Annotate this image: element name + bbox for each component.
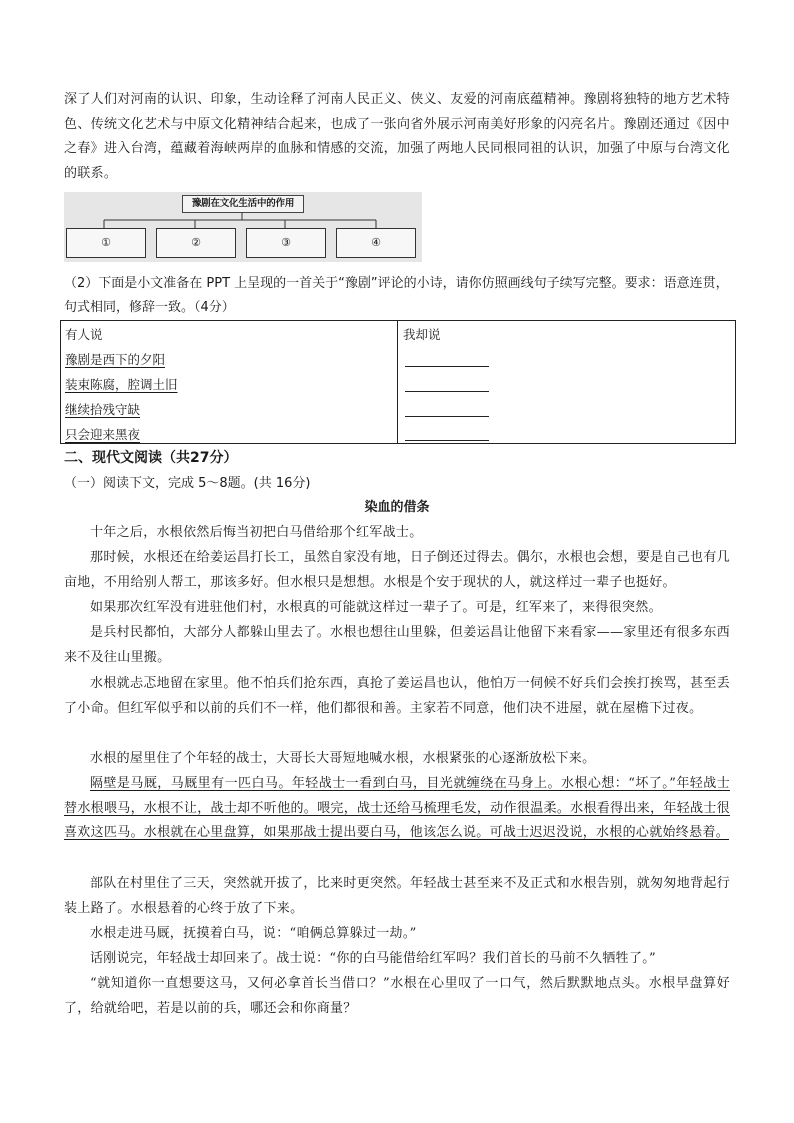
poem-line-2: 装束陈腐，腔调土旧 <box>65 377 178 392</box>
story-paragraph-6: 水根的屋里住了个年轻的战士，大哥长大哥短地喊水根，水根紧张的心逐渐放松下来。 <box>90 751 596 766</box>
diagram-box-1: ① <box>66 228 146 258</box>
intro-paragraph: 深了人们对河南的认识、印象，生动诠释了河南人民正义、侠义、友爱的河南底蕴精神。豫剧将独特的地方艺术特色、传统文化艺术与中原文化精神结合起来，也成了一张向省外展示河南美好形象的闪亮名片。豫剧还通过《因中之春》进入台湾，蕴藏着海峡两岸的血脉和情感的交流，加强了两地人民同根同祖的认识，加强了中原与台湾文化的联系。 <box>64 92 730 181</box>
answer-blank-1[interactable] <box>405 365 489 367</box>
poem-line-1: 豫剧是西下的夕阳 <box>65 352 166 367</box>
section-heading: 二、现代文阅读（共27分） <box>64 450 238 466</box>
table-divider <box>397 321 398 443</box>
answer-blank-3[interactable] <box>405 415 489 417</box>
poem-left-header: 有人说 <box>65 327 103 342</box>
poem-right-header: 我却说 <box>403 327 441 342</box>
diagram-box-2: ② <box>156 228 236 258</box>
diagram-box-4: ④ <box>336 228 416 258</box>
story-paragraph-7-underlined: 隔壁是马厩，马厩里有一匹白马。年轻战士一看到白马，目光就缠绕在马身上。水根心想：“坏了。”年轻战士替水根喂马，水根不让，战士却不听他的。喂完，战士还给马梳理毛发，动作很温柔。水根看得出来，年轻战士很喜欢这匹马。水根就在心里盘算，如果那战士提出要白马，他该怎么说。可战士迟迟没说，水根的心就始终悬着。 <box>64 776 730 840</box>
story-paragraph-9: 水根走进马厩，抚摸着白马，说：“咱俩总算躲过一劫。” <box>90 926 417 941</box>
diagram-title: 豫剧在文化生活中的作用 <box>182 195 304 213</box>
story-paragraph-2: 那时候，水根还在给姜运昌打长工，虽然自家没有地，日子倒还过得去。偶尔，水根也会想，要是自己也有几亩地，不用给别人帮工，那该多好。但水根只是想想。水根是个安于现状的人，就这样过一辈子也挺好。 <box>64 550 730 590</box>
story-paragraph-1: 十年之后，水根依然后悔当初把白马借给那个红军战士。 <box>90 525 423 540</box>
story-paragraph-8: 部队在村里住了三天，突然就开拔了，比来时更突然。年轻战士甚至来不及正式和水根告别，就匆匆地背起行装上路了。水根悬着的心终于放了下来。 <box>64 876 730 916</box>
poem-line-4: 只会迎来黑夜 <box>65 427 141 442</box>
question-2: （2）下面是小文准备在 PPT 上呈现的一首关于“豫剧”评论的小诗，请你仿照画线句子续写完整。要求：语意连贯，句式相同，修辞一致。（4分） <box>64 276 729 315</box>
story-paragraph-10: 话刚说完，年轻战士却回来了。战士说：“你的白马能借给红军吗？我们首长的马前不久牺牲了。” <box>90 951 656 966</box>
answer-blank-4[interactable] <box>405 439 489 441</box>
function-diagram <box>64 192 422 262</box>
story-paragraph-5: 水根就忐忑地留在家里。他不怕兵们抢东西，真抢了姜运昌也认，他怕万一伺候不好兵们会挨打挨骂，甚至丢了小命。但红军似乎和以前的兵们不一样，他们都很和善。主家若不同意，他们决不进屋，就在屋檐下过夜。 <box>64 676 730 716</box>
section-subheading: （一）阅读下文，完成 5～8题。(共 16分) <box>64 476 311 491</box>
answer-blank-2[interactable] <box>405 390 489 392</box>
story-title: 染血的借条 <box>364 500 430 515</box>
story-paragraph-3: 如果那次红军没有进驻他们村，水根真的可能就这样过一辈子了。可是，红军来了，来得很突然。 <box>90 600 662 615</box>
poem-line-3: 继续拾残守缺 <box>65 402 141 417</box>
diagram-box-3: ③ <box>246 228 326 258</box>
story-paragraph-11: “就知道你一直想要这马，又何必拿首长当借口？”水根在心里叹了一口气，然后默默地点头。水根早盘算好了，给就给吧，若是以前的兵，哪还会和你商量？ <box>64 976 730 1016</box>
poem-table <box>60 320 736 444</box>
story-paragraph-4: 是兵村民都怕，大部分人都躲山里去了。水根也想往山里躲，但姜运昌让他留下来看家——家里还有很多东西来不及往山里搬。 <box>64 625 730 665</box>
